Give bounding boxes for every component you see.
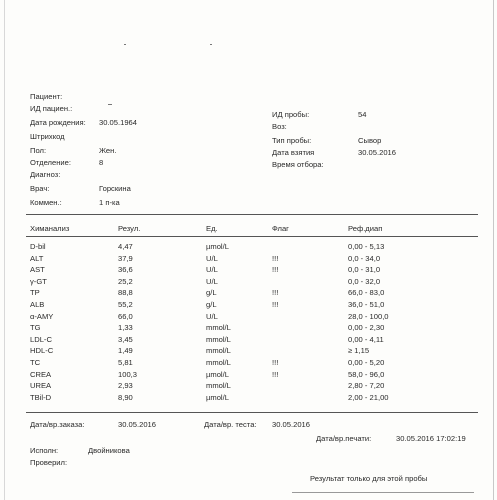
cell-result: 2,93 (118, 381, 133, 390)
collection-date-value: 30.05.2016 (358, 148, 397, 157)
cell-reference: 0,0 - 31,0 (348, 265, 381, 274)
validity-note: Результат только для этой пробы (310, 474, 428, 483)
patient-label: Пациент: (30, 92, 63, 101)
header-reference: Реф.диап (348, 224, 383, 233)
print-date-label: Дата/вр.печати: (316, 434, 372, 443)
comment-value: 1 п-ка (99, 198, 120, 207)
cell-analyte: AST (30, 265, 45, 274)
cell-result: 66,0 (118, 312, 133, 321)
cell-unit: mmol/L (206, 381, 231, 390)
executor-label: Исполн: (30, 446, 59, 455)
cell-reference: 2,00 - 21,00 (348, 393, 389, 402)
department-label: Отделение: (30, 158, 71, 167)
cell-unit: µmol/L (206, 370, 229, 379)
cell-flag: !!! (272, 288, 279, 297)
scan-speck (210, 44, 212, 45)
paper-edge-right (493, 0, 494, 500)
cell-reference: ≥ 1,15 (348, 346, 370, 355)
age-label: Воз: (272, 122, 287, 131)
cell-result: 5,81 (118, 358, 133, 367)
cell-result: 4,47 (118, 242, 133, 251)
table-top-rule (26, 214, 478, 215)
cell-flag: !!! (272, 300, 279, 309)
cell-reference: 0,00 - 2,30 (348, 323, 385, 332)
cell-analyte: TC (30, 358, 41, 367)
doctor-label: Врач: (30, 184, 50, 193)
cell-analyte: γ-GT (30, 277, 47, 286)
diagnosis-label: Диагноз: (30, 170, 61, 179)
cell-unit: g/L (206, 288, 217, 297)
test-date-label: Дата/вр. теста: (204, 420, 257, 429)
header-unit: Ед. (206, 224, 218, 233)
cell-reference: 66,0 - 83,0 (348, 288, 385, 297)
cell-reference: 28,0 - 100,0 (348, 312, 389, 321)
cell-result: 88,8 (118, 288, 133, 297)
sample-id-value: 54 (358, 110, 367, 119)
birth-date-value: 30.05.1964 (99, 118, 138, 127)
header-analyte: Химанализ (30, 224, 70, 233)
cell-analyte: LDL-C (30, 335, 52, 344)
sample-type-value: Сывор (358, 136, 382, 145)
scan-speck (124, 44, 126, 45)
cell-analyte: TBil-D (30, 393, 52, 402)
cell-unit: mmol/L (206, 323, 231, 332)
cell-reference: 0,0 - 32,0 (348, 277, 381, 286)
test-date-value: 30.05.2016 (272, 420, 311, 429)
birth-date-label: Дата рождения: (30, 118, 86, 127)
cell-reference: 2,80 - 7,20 (348, 381, 385, 390)
cell-result: 36,6 (118, 265, 133, 274)
cell-analyte: ALT (30, 254, 44, 263)
doctor-value: Горскина (99, 184, 131, 193)
signature-line (292, 492, 474, 493)
cell-result: 3,45 (118, 335, 133, 344)
cell-unit: U/L (206, 265, 218, 274)
cell-unit: g/L (206, 300, 217, 309)
cell-result: 37,9 (118, 254, 133, 263)
cell-result: 25,2 (118, 277, 133, 286)
cell-flag: !!! (272, 370, 279, 379)
executor-value: Двойникова (88, 446, 130, 455)
paper-edge-left (4, 0, 5, 500)
scan-speck (108, 104, 112, 105)
cell-result: 1,49 (118, 346, 133, 355)
cell-analyte: TG (30, 323, 41, 332)
cell-unit: µmol/L (206, 242, 229, 251)
cell-reference: 36,0 - 51,0 (348, 300, 385, 309)
cell-analyte: HDL-C (30, 346, 54, 355)
cell-unit: mmol/L (206, 358, 231, 367)
sex-label: Пол: (30, 146, 47, 155)
cell-unit: U/L (206, 254, 218, 263)
cell-flag: !!! (272, 265, 279, 274)
table-bottom-rule (26, 412, 478, 413)
cell-unit: mmol/L (206, 335, 231, 344)
order-date-label: Дата/вр.заказа: (30, 420, 85, 429)
cell-analyte: ALB (30, 300, 45, 309)
collection-time-label: Время отбора: (272, 160, 324, 169)
cell-unit: µmol/L (206, 393, 229, 402)
sex-value: Жен. (99, 146, 117, 155)
header-result: Резул. (118, 224, 141, 233)
department-value: 8 (99, 158, 104, 167)
cell-flag: !!! (272, 254, 279, 263)
cell-reference: 0,0 - 34,0 (348, 254, 381, 263)
cell-result: 100,3 (118, 370, 138, 379)
cell-result: 1,33 (118, 323, 133, 332)
cell-result: 55,2 (118, 300, 133, 309)
comment-label: Коммен.: (30, 198, 62, 207)
collection-date-label: Дата взятия (272, 148, 315, 157)
table-header-rule (26, 236, 478, 237)
cell-reference: 0,00 - 5,13 (348, 242, 385, 251)
cell-reference: 0,00 - 5,20 (348, 358, 385, 367)
patient-id-label: ИД пациен.: (30, 104, 73, 113)
cell-analyte: α-AMY (30, 312, 54, 321)
cell-result: 8,90 (118, 393, 133, 402)
cell-reference: 0,00 - 4,11 (348, 335, 384, 344)
cell-analyte: TP (30, 288, 40, 297)
cell-unit: mmol/L (206, 346, 231, 355)
header-flag: Флаг (272, 224, 289, 233)
cell-flag: !!! (272, 358, 279, 367)
cell-unit: U/L (206, 277, 218, 286)
sample-id-label: ИД пробы: (272, 110, 310, 119)
print-date-value: 30.05.2016 17:02:19 (396, 434, 466, 443)
order-date-value: 30.05.2016 (118, 420, 157, 429)
cell-analyte: UREA (30, 381, 52, 390)
cell-unit: U/L (206, 312, 218, 321)
cell-analyte: D-bil (30, 242, 46, 251)
checked-by-label: Проверил: (30, 458, 68, 467)
cell-analyte: CREA (30, 370, 52, 379)
cell-reference: 58,0 - 96,0 (348, 370, 385, 379)
sample-type-label: Тип пробы: (272, 136, 312, 145)
barcode-label: Штрихкод (30, 132, 65, 141)
